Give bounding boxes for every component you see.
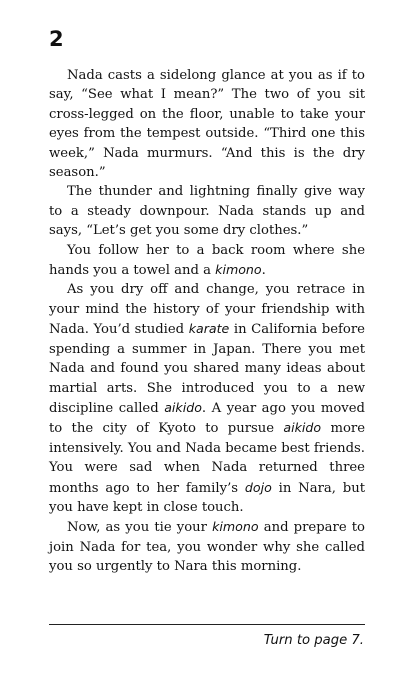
emphasized-term: aikido xyxy=(164,399,202,415)
story-paragraph xyxy=(49,517,365,576)
story-paragraph xyxy=(49,66,365,182)
text-run: in Nara, but you have kept in close touch. xyxy=(49,480,366,515)
text-run: and prepare to join Nada for tea, you wonder why she called you so urgently to Nara this morning. xyxy=(49,520,366,575)
text-run: As you dry off and change, you retrace in your mind the history of your friendship with Nada. You’d studied xyxy=(49,282,365,338)
story-text xyxy=(49,66,365,577)
text-run: Now, as you tie your xyxy=(67,520,213,536)
text-run: more intensively. You and Nada became best friends. You were sad when Nada returned three months ago to her family’s xyxy=(49,421,365,496)
story-paragraph xyxy=(49,182,365,240)
emphasized-term: dojo xyxy=(244,479,272,495)
text-run: . A year ago you moved to the city of Kyoto to pursue xyxy=(49,400,365,437)
emphasized-term: kimono xyxy=(215,262,262,278)
emphasized-term: karate xyxy=(188,321,230,337)
footer-divider xyxy=(49,624,365,625)
text-run: . xyxy=(261,263,266,279)
emphasized-term: kimono xyxy=(212,519,259,535)
text-run: Nada casts a sidelong glance at you as if to say, “See what I mean?” The two of you sit cross-legged on the floor, unable to take your eyes from the tempest outside. “Third one this week,” Nada murmurs. “And this is the dry season.” xyxy=(49,68,365,181)
text-run: in California before spending a summer in Japan. There you met Nada and found you shared many ideas about martial arts. She introduced you to a new discipline called xyxy=(49,322,365,416)
turn-to-page-instruction: Turn to page 7. xyxy=(263,633,364,648)
text-run: You follow her to a back room where she hands you a towel and a xyxy=(49,242,365,279)
story-paragraph xyxy=(49,280,365,517)
emphasized-term: aikido xyxy=(283,420,322,436)
text-run: The thunder and lightning finally give way to a steady downpour. Nada stands up and says, “Let’s get you some dry clothes.” xyxy=(49,184,365,239)
page-number: 2 xyxy=(49,27,64,51)
story-paragraph xyxy=(49,241,365,281)
